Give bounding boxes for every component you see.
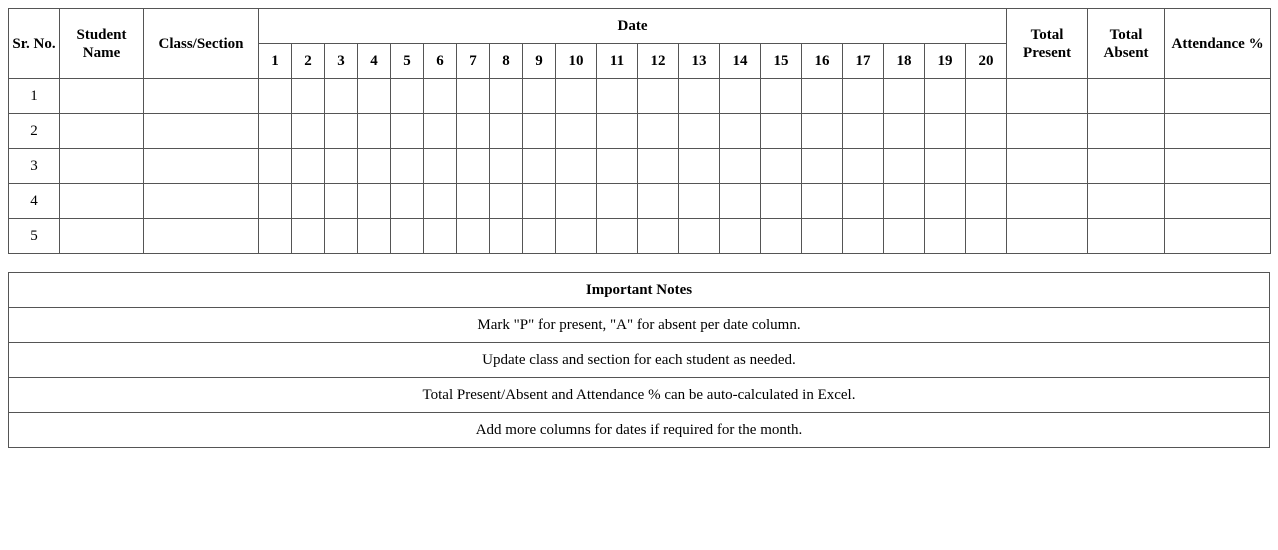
date-mark-cell[interactable] [843,79,884,114]
date-mark-cell[interactable] [884,219,925,254]
date-mark-cell[interactable] [358,219,391,254]
date-mark-cell[interactable] [523,114,556,149]
header-date-15: 15 [761,44,802,79]
date-mark-cell[interactable] [884,184,925,219]
date-mark-cell[interactable] [490,219,523,254]
note-item: Add more columns for dates if required for the month. [9,413,1270,448]
date-mark-cell[interactable] [556,149,597,184]
date-mark-cell[interactable] [720,184,761,219]
header-date: Date [259,9,1007,44]
student-name-cell[interactable] [60,184,144,219]
header-date-18: 18 [884,44,925,79]
total-absent-cell[interactable] [1088,79,1165,114]
date-mark-cell[interactable] [925,149,966,184]
header-date-6: 6 [424,44,457,79]
date-mark-cell[interactable] [556,219,597,254]
date-mark-cell[interactable] [292,219,325,254]
table-row [9,149,1271,184]
class-section-cell[interactable] [144,219,259,254]
date-mark-cell[interactable] [925,114,966,149]
date-mark-cell[interactable] [490,79,523,114]
date-mark-cell[interactable] [720,149,761,184]
date-mark-cell[interactable] [292,114,325,149]
header-date-5: 5 [391,44,424,79]
attendance-pct-cell[interactable] [1165,184,1271,219]
date-mark-cell[interactable] [457,219,490,254]
note-item: Update class and section for each student as needed. [9,343,1270,378]
date-mark-cell[interactable] [802,184,843,219]
date-mark-cell[interactable] [638,114,679,149]
table-row [9,114,1271,149]
date-mark-cell[interactable] [325,79,358,114]
date-mark-cell[interactable] [802,149,843,184]
date-mark-cell[interactable] [259,79,292,114]
student-name-cell[interactable] [60,219,144,254]
student-name-cell[interactable] [60,149,144,184]
sr-no-cell: 1 [9,79,60,114]
date-mark-cell[interactable] [523,184,556,219]
date-mark-cell[interactable] [325,114,358,149]
date-mark-cell[interactable] [424,184,457,219]
header-date-9: 9 [523,44,556,79]
date-mark-cell[interactable] [966,149,1007,184]
date-mark-cell[interactable] [424,149,457,184]
date-mark-cell[interactable] [556,79,597,114]
date-mark-cell[interactable] [358,149,391,184]
date-mark-cell[interactable] [679,184,720,219]
date-mark-cell[interactable] [490,149,523,184]
date-mark-cell[interactable] [325,149,358,184]
date-mark-cell[interactable] [292,79,325,114]
total-present-cell[interactable] [1007,149,1088,184]
notes-table [8,272,1270,448]
date-mark-cell[interactable] [966,114,1007,149]
attendance-pct-cell[interactable] [1165,149,1271,184]
date-mark-cell[interactable] [391,184,424,219]
date-mark-cell[interactable] [597,219,638,254]
date-mark-cell[interactable] [358,184,391,219]
date-mark-cell[interactable] [259,219,292,254]
date-mark-cell[interactable] [925,79,966,114]
attendance-table [8,8,1271,254]
date-mark-cell[interactable] [966,184,1007,219]
header-attendance-pct: Attendance % [1165,9,1271,79]
date-mark-cell[interactable] [638,79,679,114]
header-date-10: 10 [556,44,597,79]
sr-no-cell: 4 [9,184,60,219]
notes-row [9,343,1270,378]
total-absent-cell[interactable] [1088,184,1165,219]
header-date-17: 17 [843,44,884,79]
date-mark-cell[interactable] [925,219,966,254]
date-mark-cell[interactable] [720,79,761,114]
date-mark-cell[interactable] [391,114,424,149]
date-mark-cell[interactable] [802,219,843,254]
date-mark-cell[interactable] [457,114,490,149]
date-mark-cell[interactable] [843,114,884,149]
sr-no-cell: 2 [9,114,60,149]
date-mark-cell[interactable] [761,149,802,184]
date-mark-cell[interactable] [424,114,457,149]
total-present-cell[interactable] [1007,184,1088,219]
date-mark-cell[interactable] [259,184,292,219]
table-row [9,219,1271,254]
header-total-present: Total Present [1007,9,1088,79]
date-mark-cell[interactable] [802,114,843,149]
header-class-section: Class/Section [144,9,259,79]
date-mark-cell[interactable] [720,114,761,149]
total-present-cell[interactable] [1007,114,1088,149]
total-absent-cell[interactable] [1088,219,1165,254]
date-mark-cell[interactable] [761,219,802,254]
notes-title: Important Notes [9,273,1270,308]
date-mark-cell[interactable] [391,79,424,114]
date-mark-cell[interactable] [556,184,597,219]
date-mark-cell[interactable] [802,79,843,114]
date-mark-cell[interactable] [679,114,720,149]
attendance-pct-cell[interactable] [1165,219,1271,254]
date-mark-cell[interactable] [325,184,358,219]
date-mark-cell[interactable] [925,184,966,219]
table-row [9,79,1271,114]
student-name-cell[interactable] [60,114,144,149]
date-mark-cell[interactable] [259,149,292,184]
header-date-12: 12 [638,44,679,79]
class-section-cell[interactable] [144,114,259,149]
class-section-cell[interactable] [144,184,259,219]
date-mark-cell[interactable] [556,114,597,149]
date-mark-cell[interactable] [843,149,884,184]
date-mark-cell[interactable] [292,149,325,184]
date-mark-cell[interactable] [884,114,925,149]
date-mark-cell[interactable] [761,184,802,219]
date-mark-cell[interactable] [523,219,556,254]
date-mark-cell[interactable] [966,219,1007,254]
class-section-cell[interactable] [144,149,259,184]
class-section-cell[interactable] [144,79,259,114]
header-date-2: 2 [292,44,325,79]
date-mark-cell[interactable] [679,149,720,184]
date-mark-cell[interactable] [490,114,523,149]
header-row-primary [9,9,1271,44]
notes-title-row [9,273,1270,308]
attendance-body [9,79,1271,254]
header-date-3: 3 [325,44,358,79]
date-mark-cell[interactable] [597,149,638,184]
note-item: Total Present/Absent and Attendance % can be auto-calculated in Excel. [9,378,1270,413]
date-mark-cell[interactable] [597,114,638,149]
date-mark-cell[interactable] [843,219,884,254]
date-mark-cell[interactable] [884,79,925,114]
total-present-cell[interactable] [1007,219,1088,254]
header-sr-no: Sr. No. [9,9,60,79]
total-absent-cell[interactable] [1088,149,1165,184]
date-mark-cell[interactable] [843,184,884,219]
header-date-14: 14 [720,44,761,79]
sr-no-cell: 5 [9,219,60,254]
date-mark-cell[interactable] [884,149,925,184]
header-date-13: 13 [679,44,720,79]
date-mark-cell[interactable] [358,79,391,114]
date-mark-cell[interactable] [761,79,802,114]
date-mark-cell[interactable] [523,79,556,114]
date-mark-cell[interactable] [457,79,490,114]
date-mark-cell[interactable] [679,219,720,254]
date-mark-cell[interactable] [424,219,457,254]
attendance-pct-cell[interactable] [1165,114,1271,149]
date-mark-cell[interactable] [638,219,679,254]
attendance-pct-cell[interactable] [1165,79,1271,114]
date-mark-cell[interactable] [457,149,490,184]
header-date-16: 16 [802,44,843,79]
date-mark-cell[interactable] [391,219,424,254]
date-mark-cell[interactable] [259,114,292,149]
date-mark-cell[interactable] [597,79,638,114]
student-name-cell[interactable] [60,79,144,114]
total-absent-cell[interactable] [1088,114,1165,149]
date-mark-cell[interactable] [679,79,720,114]
date-mark-cell[interactable] [638,184,679,219]
date-mark-cell[interactable] [325,219,358,254]
sr-no-cell: 3 [9,149,60,184]
date-mark-cell[interactable] [292,184,325,219]
header-total-absent: Total Absent [1088,9,1165,79]
date-mark-cell[interactable] [638,149,679,184]
header-date-11: 11 [597,44,638,79]
date-mark-cell[interactable] [720,219,761,254]
header-date-20: 20 [966,44,1007,79]
table-row [9,184,1271,219]
date-mark-cell[interactable] [358,114,391,149]
date-mark-cell[interactable] [490,184,523,219]
header-date-8: 8 [490,44,523,79]
date-mark-cell[interactable] [761,114,802,149]
notes-row [9,413,1270,448]
header-date-19: 19 [925,44,966,79]
date-mark-cell[interactable] [597,184,638,219]
header-date-1: 1 [259,44,292,79]
header-student-name: Student Name [60,9,144,79]
note-item: Mark "P" for present, "A" for absent per date column. [9,308,1270,343]
date-mark-cell[interactable] [391,149,424,184]
header-date-4: 4 [358,44,391,79]
total-present-cell[interactable] [1007,79,1088,114]
notes-row [9,378,1270,413]
notes-row [9,308,1270,343]
date-mark-cell[interactable] [523,149,556,184]
header-date-7: 7 [457,44,490,79]
date-mark-cell[interactable] [966,79,1007,114]
date-mark-cell[interactable] [457,184,490,219]
date-mark-cell[interactable] [424,79,457,114]
